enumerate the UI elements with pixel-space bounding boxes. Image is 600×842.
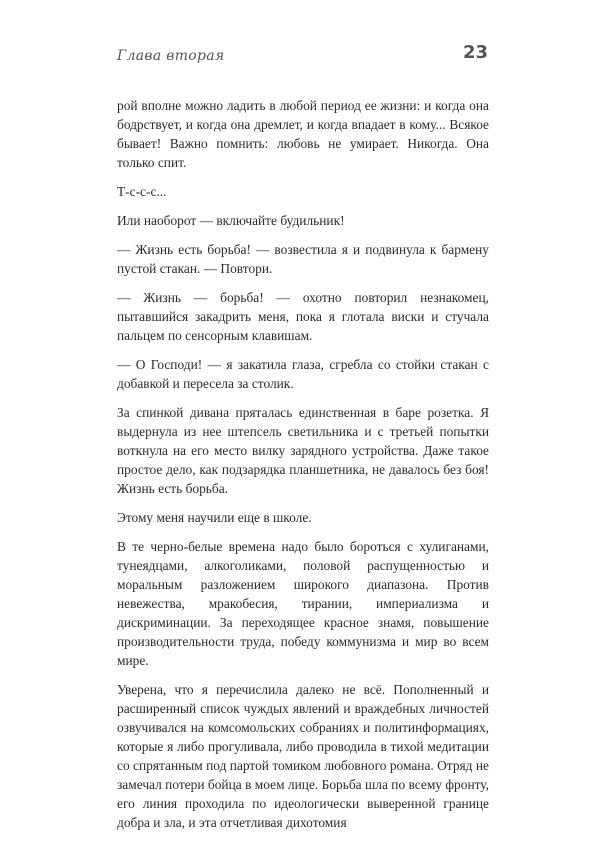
- paragraph: Уверена, что я перечислила далеко не всё. Пополненный и расширенный список чуждых явлений и враждебных личностей озвучивался на комсомольских собраниях и политинформациях, которые я либо прогуливала, либо проводила в тихой медитации со спрятанным под партой томиком любовного романа. Отряд не замечал потери бойца в моем лице. Борьба шла по всему фронту, его линия проходила по идеологически выверенной границе добра и зла, и эта отчетливая дихотомия: [117, 682, 489, 830]
- paragraph: — Жизнь есть борьба! — возвестила я и подвинула к бармену пустой стакан. — Повтори.: [117, 242, 489, 276]
- paragraph: Этому меня научили еще в школе.: [117, 510, 312, 525]
- paragraph: — Жизнь — борьба! — охотно повторил незнакомец, пытавшийся закадрить меня, пока я глотала виски и стучала пальцем по сенсорным клавишам.: [117, 290, 489, 343]
- chapter-running-head: Глава вторая: [117, 48, 225, 64]
- paragraph: Т-с-с-с...: [117, 184, 167, 199]
- paragraph: Или наоборот — включайте будильник!: [117, 213, 345, 228]
- page-number: 23: [462, 42, 488, 63]
- body-text: [117, 96, 489, 842]
- paragraph: В те черно-белые времена надо было бороться с хулиганами, тунеядцами, алкоголиками, половой распущенностью и моральным разложением широкого диапазона. Против невежества, мракобесия, тирании, империализма и дискриминации. За переходящее красное знамя, повышение производительности труда, победу коммунизма и мир во всем мире.: [117, 539, 489, 668]
- paragraph: рой вполне можно ладить в любой период ее жизни: и когда она бодрствует, и когда она дремлет, и когда впадает в кому... Всякое бывает! Важно помнить: любовь не умирает. Никогда. Она только спит.: [117, 98, 489, 170]
- paragraph: — О Господи! — я закатила глаза, сгребла со стойки стакан с добавкой и пересела за столик.: [117, 357, 489, 391]
- paragraph: За спинкой дивана пряталась единственная в баре розетка. Я выдернула из нее штепсель светильника и с третьей попытки воткнула на его место вилку зарядного устройства. Даже такое простое дело, как подзарядка планшетника, не давалось без боя! Жизнь есть борьба.: [117, 405, 489, 496]
